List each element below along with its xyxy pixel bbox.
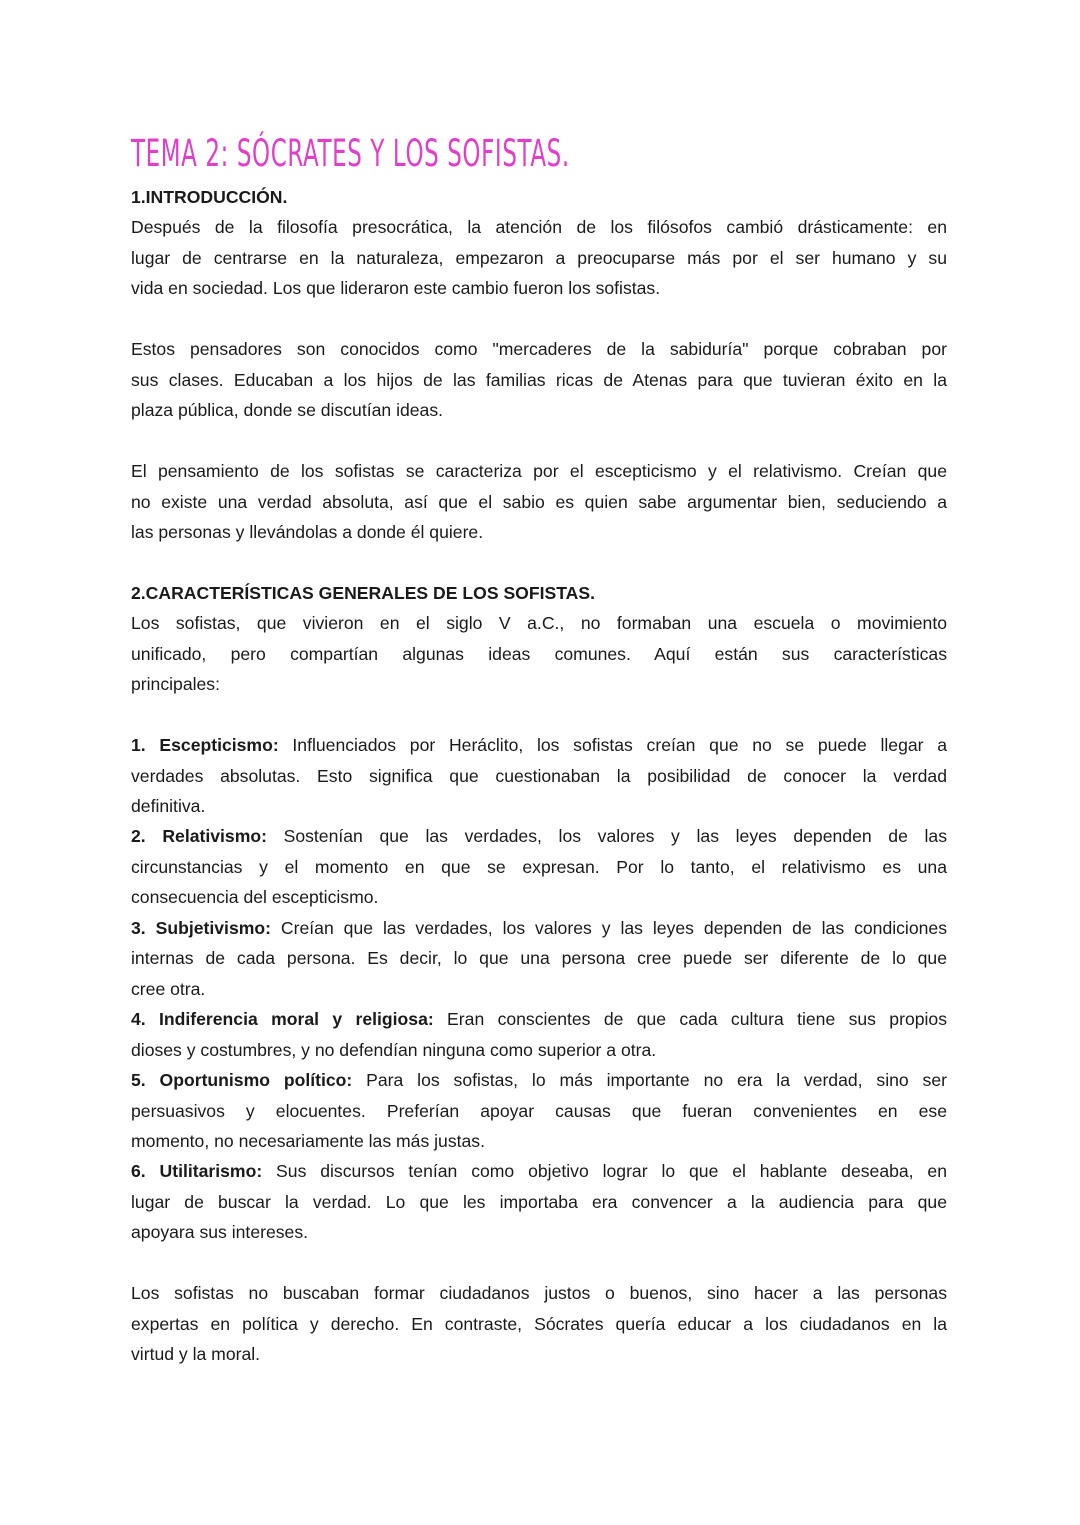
text-line: apoyara sus intereses. [131, 1222, 309, 1243]
list-item [131, 1065, 947, 1156]
item-label: 6. Utilitarismo: [131, 1161, 263, 1182]
item-text: Sus discursos tenían como objetivo lograr lo que el hablante deseaba, en [262, 1161, 947, 1182]
paragraph-spacer [131, 1248, 947, 1278]
text-line: internas de cada persona. Es decir, lo que una persona cree puede ser diferente de lo que [131, 948, 947, 969]
section-heading: 2.CARACTERÍSTICAS GENERALES DE LOS SOFISTAS. [131, 582, 596, 603]
list-item [131, 1156, 947, 1247]
item-text: Creían que las verdades, los valores y las leyes dependen de las condiciones [270, 917, 947, 938]
text-line: principales: [131, 674, 220, 695]
item-label: 1. Escepticismo: [131, 735, 279, 756]
text-line: definitiva. [131, 796, 206, 816]
item-text: Influenciados por Heráclito, los sofistas creían que no se puede llegar a [278, 735, 947, 756]
text-line: sus clases. Educaban a los hijos de las familias ricas de Atenas para que tuvieran éxito en la [131, 369, 947, 390]
text-line [131, 730, 947, 760]
list-item [131, 913, 947, 1004]
text-line: no existe una verdad absoluta, así que el sabio es quien sabe argumentar bien, seduciendo a [131, 491, 947, 512]
item-label: 5. Oportunismo político: [131, 1070, 353, 1091]
text-line: plaza pública, donde se discutían ideas. [131, 400, 444, 421]
paragraph [131, 334, 947, 425]
text-line: Después de la filosofía presocrática, la atención de los filósofos cambió drásticamente: en [131, 217, 947, 238]
text-line: virtud y la moral. [131, 1344, 261, 1365]
text-line: unificado, pero compartían algunas ideas comunes. Aquí están sus características [131, 643, 947, 664]
paragraph [131, 1278, 947, 1369]
text-line: consecuencia del escepticismo. [131, 887, 379, 908]
section-heading: 1.INTRODUCCIÓN. [131, 187, 288, 207]
text-line [131, 821, 947, 851]
text-line: Los sofistas, que vivieron en el siglo V a.C., no formaban una escuela o movimiento [131, 613, 947, 634]
list-item [131, 1004, 947, 1065]
text-line: El pensamiento de los sofistas se caracteriza por el escepticismo y el relativismo. Creían que [131, 461, 947, 482]
paragraph-spacer [131, 700, 947, 730]
paragraph [131, 456, 947, 547]
document-body [131, 182, 947, 1370]
item-text: Sostenían que las verdades, los valores y las leyes dependen de las [266, 826, 948, 847]
text-line: las personas y llevándolas a donde él quiere. [131, 521, 484, 542]
document-title: TEMA 2: SÓCRATES Y LOS SOFISTAS. [131, 132, 570, 175]
text-line: expertas en política y derecho. En contraste, Sócrates quería educar a los ciudadanos en la [131, 1313, 947, 1334]
text-line: cree otra. [131, 978, 206, 999]
paragraph-spacer [131, 547, 947, 577]
item-label: 4. Indiferencia moral y religiosa: [131, 1009, 434, 1030]
text-line: Estos pensadores son conocidos como "mercaderes de la sabiduría" porque cobraban por [131, 339, 947, 360]
text-line: dioses y costumbres, y no defendían ninguna como superior a otra. [131, 1039, 657, 1060]
paragraph [131, 608, 947, 699]
text-line: momento, no necesariamente las más justas. [131, 1130, 485, 1151]
paragraph-spacer [131, 426, 947, 456]
text-line: Los sofistas no buscaban formar ciudadanos justos o buenos, sino hacer a las personas [131, 1283, 947, 1304]
text-line: verdades absolutas. Esto significa que cuestionaban la posibilidad de conocer la verdad [131, 765, 947, 786]
text-line [131, 913, 947, 943]
item-label: 3. Subjetivismo: [131, 917, 271, 938]
list-item [131, 730, 947, 821]
text-line [131, 1004, 947, 1034]
text-line [131, 1065, 947, 1095]
text-line [131, 1156, 947, 1186]
item-text: Eran conscientes de que cada cultura tiene sus propios [433, 1009, 947, 1030]
item-text: Para los sofistas, lo más importante no era la verdad, sino ser [352, 1070, 947, 1091]
item-label: 2. Relativismo: [131, 826, 267, 847]
text-line: circunstancias y el momento en que se expresan. Por lo tanto, el relativismo es una [131, 856, 947, 877]
paragraph-spacer [131, 304, 947, 334]
text-line: vida en sociedad. Los que lideraron este cambio fueron los sofistas. [131, 278, 661, 299]
text-line: persuasivos y elocuentes. Preferían apoyar causas que fueran convenientes en ese [131, 1100, 947, 1121]
list-item [131, 821, 947, 912]
text-line: lugar de buscar la verdad. Lo que les importaba era convencer a la audiencia para que [131, 1191, 947, 1212]
paragraph [131, 212, 947, 303]
text-line: lugar de centrarse en la naturaleza, empezaron a preocuparse más por el ser humano y su [131, 247, 947, 268]
